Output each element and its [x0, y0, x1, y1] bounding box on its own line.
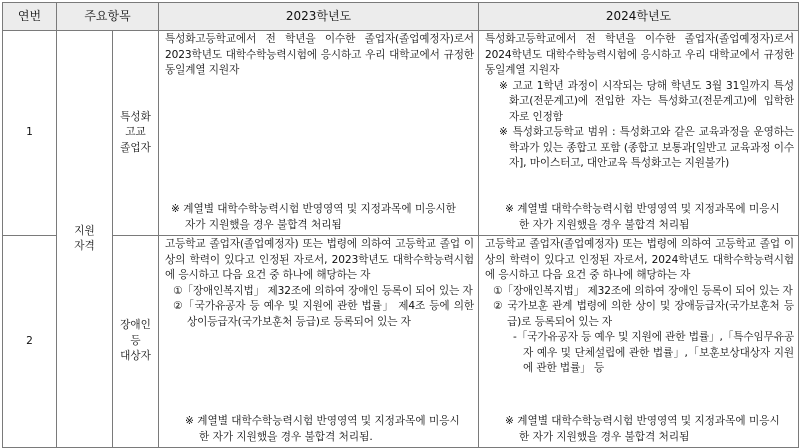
eligibility-text: 고등학교 졸업자(졸업예정자) 또는 법령에 의하여 고등학교 졸업 이상의 학력이 있다고 인정된 자로서, 2024학년도 대학수학능력시험에 응시하고 다음 요건 중 하나에 해당하는 자: [485, 238, 794, 281]
category-label: 장애인 등 대상자: [113, 236, 159, 448]
table-row: [3, 236, 799, 448]
cell-2023: [159, 31, 479, 236]
eligibility-text: 고등학교 졸업자(졸업예정자) 또는 법령에 의하여 고등학교 졸업 이상의 학력이 있다고 인정된 자로서, 2023학년도 대학수학능력시험에 응시하고 다음 요건 중 하나에 해당하는 자: [165, 238, 474, 281]
law-list: -「국가유공자 등 예우 및 지원에 관한 법률」,「특수임무유공자 예우 및 단체설립에 관한 법률」,「보훈보상대상자 지원에 관한 법률」 등: [513, 331, 795, 374]
note-text: ※ 고교 1학년 과정이 시작되는 당해 학년도 3월 31일까지 특성화고(전문계고)에 전입한 자는 특성화고(전문계고)에 입학한 자로 인정함: [499, 79, 794, 123]
note-text: ※ 계열별 대학수학능력시험 반영영역 및 지정과목에 미응시한 자가 지원했을 경우 불합격 처리됨: [505, 203, 780, 231]
table-row: [3, 31, 799, 236]
eligibility-text: 특성화고등학교에서 전 학년을 이수한 졸업자(졸업예정자)로서 2023학년도 대학수학능력시험에 응시하고 우리 대학교에서 규정한 동일계열 지원자: [165, 33, 474, 76]
header-2024: 2024학년도: [479, 3, 799, 31]
group-label: 지원 자격: [57, 31, 113, 448]
header-no: 연번: [3, 3, 57, 31]
header-item: 주요항목: [57, 3, 159, 31]
header-row: [3, 3, 799, 31]
note-text: ※ 계열별 대학수학능력시험 반영영역 및 지정과목에 미응시한 자가 지원했을 경우 불합격 처리됨.: [185, 415, 460, 443]
category-label: 특성화 고교 졸업자: [113, 31, 159, 236]
row-number: 1: [3, 31, 57, 236]
requirement-item: ② 국가보훈 관계 법령에 의한 상이 및 장애등급자(국가보훈처 등급)로 등록되어 있는 자: [493, 300, 794, 328]
requirement-item: ①「장애인복지법」 제32조에 의하여 장애인 등록이 되어 있는 자: [173, 284, 473, 297]
requirement-item: ②「국가유공자 등 예우 및 지원에 관한 법률」 제4조 등에 의한 상이등급자(국가보훈처 등급)로 등록되어 있는 자: [173, 300, 474, 328]
note-text: ※ 특성화고등학교 범위 : 특성화고와 같은 교육과정을 운영하는 학과가 있는 종합고 포함 (종합고 보통과[일반고 교육과정 이수자], 마이스터고, 대안교육 특성화고는 지원불가): [499, 126, 794, 169]
cell-2024: [479, 31, 799, 236]
note-text: ※ 계열별 대학수학능력시험 반영영역 및 지정과목에 미응시한 자가 지원했을 경우 불합격 처리됨: [171, 203, 456, 231]
row-number: 2: [3, 236, 57, 448]
cell-2024: [479, 236, 799, 448]
eligibility-text: 특성화고등학교에서 전 학년을 이수한 졸업자(졸업예정자)로서 2024학년도 대학수학능력시험에 응시하고 우리 대학교에서 규정한 동일계열 지원자: [485, 33, 794, 76]
cell-2023: [159, 236, 479, 448]
requirement-item: ①「장애인복지법」 제32조에 의하여 장애인 등록이 되어 있는 자: [493, 284, 793, 297]
header-2023: 2023학년도: [159, 3, 479, 31]
note-text: ※ 계열별 대학수학능력시험 반영영역 및 지정과목에 미응시한 자가 지원했을 경우 불합격 처리됨: [505, 415, 780, 443]
admission-comparison-table: [2, 2, 799, 448]
